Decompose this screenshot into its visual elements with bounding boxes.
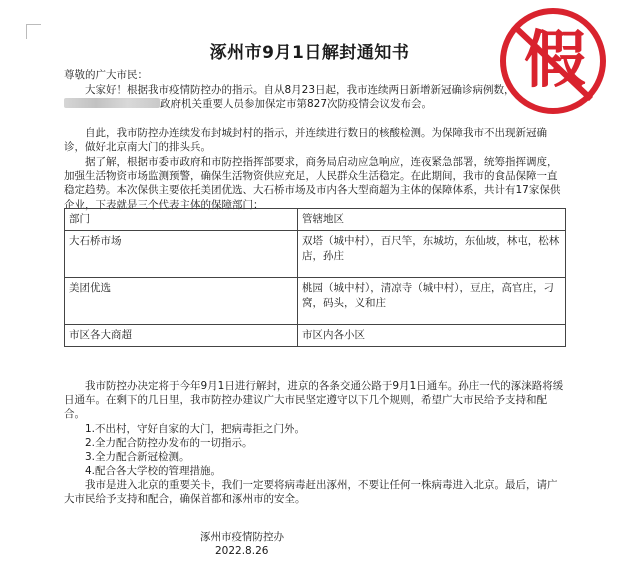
paragraph-4: 我市防控办决定将于今年9月1日进行解封，进京的各条交通公路于9月1日通车。孙庄一代的涿涞路将缓日通车。在剩下的几日里，我市防控办建议广大市民坚定遵守以下几个规则，希望广大市民给予支持和配合。 xyxy=(64,380,564,421)
table-header-cell: 管辖地区 xyxy=(298,209,566,231)
signature-org: 涿州市疫情防控办 xyxy=(200,531,284,543)
rule-2: 2.全力配合防控办发布的一切指示。 xyxy=(85,437,253,449)
paragraph-1 xyxy=(64,83,566,111)
signature-date: 2022.8.26 xyxy=(215,545,269,557)
paragraph-1-part-b: 政府机关重要人员参加保定市第827次防疫情会议发布会。 xyxy=(160,98,433,111)
table-header-row xyxy=(65,209,566,231)
table-row xyxy=(65,231,566,278)
table-cell: 大石桥市场 xyxy=(65,231,298,278)
paragraph-1-part-a: 大家好！根据我市疫情防控办的指示。自从8月23日起，我市连续两日新增新冠确诊病例数， xyxy=(85,84,515,96)
table-row xyxy=(65,278,566,325)
document-title: 涿州市9月1日解封通知书 xyxy=(209,43,410,63)
table-cell: 双塔（城中村），百尺竿，东城坊，东仙坡，林屯，松林店，孙庄 xyxy=(298,231,566,278)
table-cell: 市区各大商超 xyxy=(65,325,298,347)
stamp-text: 假 xyxy=(523,23,587,96)
fake-stamp-icon xyxy=(497,5,609,117)
paragraph-3: 据了解，根据市委市政府和市防控指挥部要求，商务局启动应急响应，连夜紧急部署，统筹指挥调度，加强生活物资市场监测预警，确保生活物资供应充足，人民群众生活稳定。在此期间，我市的食品保障一直稳定趋势。本次保供主要依托美团优选、大石桥市场及市内各大型商超为主体的保障体系，共计有17家保供企业，下表就是三个代表主体的保障部门： xyxy=(64,156,561,211)
rule-3: 3.全力配合新冠检测。 xyxy=(85,451,190,463)
paragraph-2: 自此，我市防控办连续发布封城封村的指示，并连续进行数日的核酸检测。为保障我市不出现新冠确诊，做好北京南大门的排头兵。 xyxy=(64,127,547,154)
redacted-blur xyxy=(64,98,160,108)
page-corner-mark xyxy=(26,24,41,39)
paragraph-5: 我市是进入北京的重要关卡，我们一定要将病毒赶出涿州，不要让任何一株病毒进入北京。最后，请广大市民给予支持和配合，确保首都和涿州市的安全。 xyxy=(64,479,558,506)
rule-4: 4.配合各大学校的管理措施。 xyxy=(85,465,222,477)
table-cell: 桃园（城中村），清凉寺（城中村），豆庄，高官庄，刁窝，码头，义和庄 xyxy=(298,278,566,325)
table-cell: 美团优选 xyxy=(65,278,298,325)
salutation: 尊敬的广大市民： xyxy=(64,69,148,81)
supply-table xyxy=(64,208,566,347)
table-header-cell: 部门 xyxy=(65,209,298,231)
table-row xyxy=(65,325,566,347)
table-cell: 市区内各小区 xyxy=(298,325,566,347)
rule-1: 1.不出村，守好自家的大门，把病毒拒之门外。 xyxy=(85,423,306,435)
